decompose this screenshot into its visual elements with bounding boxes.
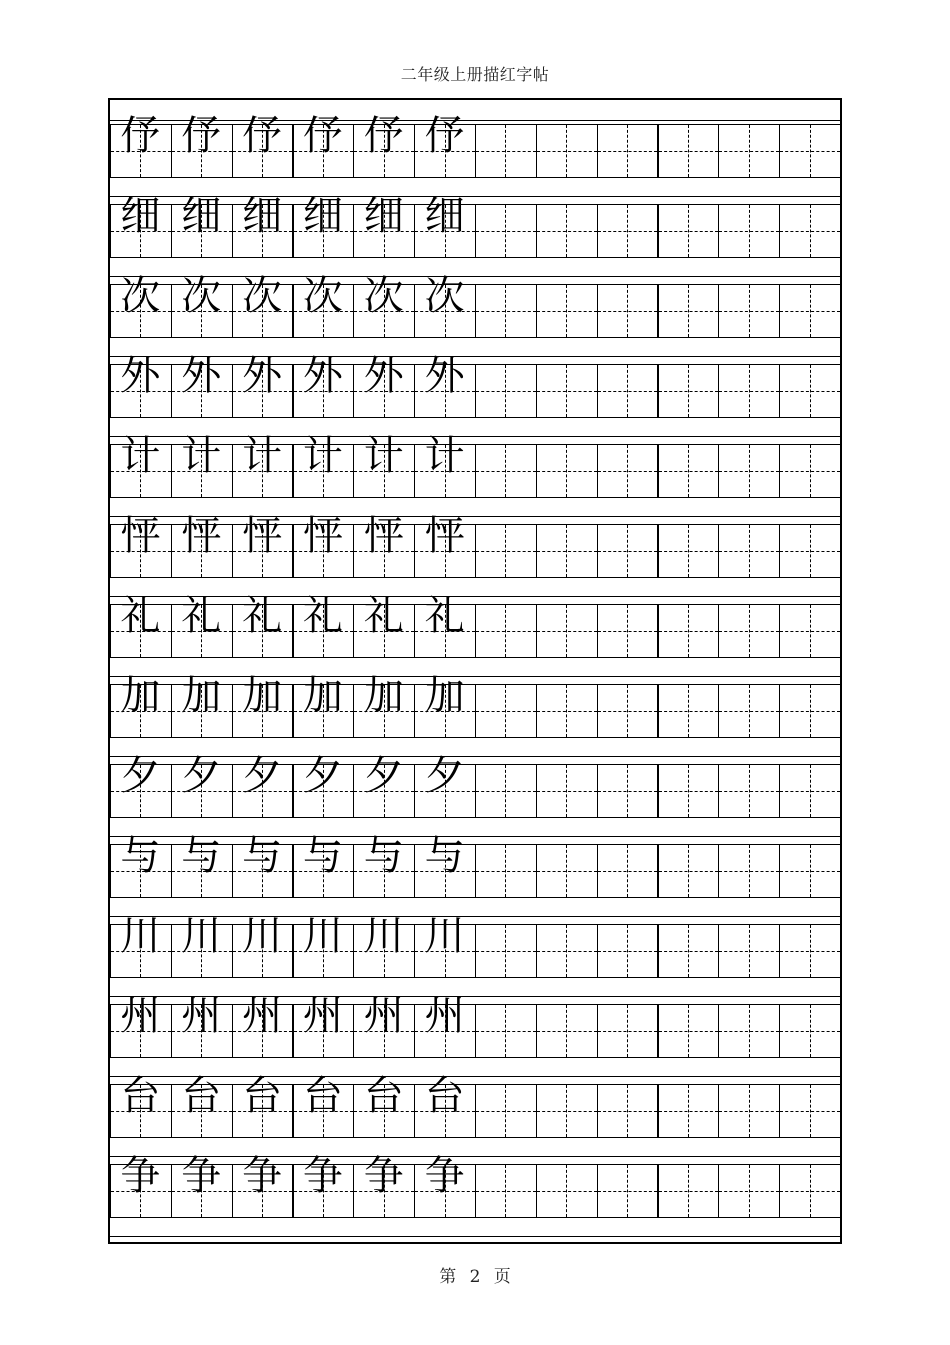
practice-character: 州	[181, 993, 222, 1039]
practice-character: 台	[424, 1073, 465, 1119]
practice-character: 争	[181, 1153, 222, 1199]
practice-cell	[658, 444, 720, 498]
practice-cell	[718, 124, 780, 178]
cell-guide-horizontal	[659, 1191, 719, 1192]
practice-cell	[475, 924, 537, 978]
cell-guide-horizontal	[659, 551, 719, 552]
practice-cell	[658, 844, 720, 898]
cell-guide-horizontal	[537, 1031, 597, 1032]
cell-guide-horizontal	[659, 231, 719, 232]
practice-character: 加	[302, 673, 343, 719]
practice-character: 细	[181, 193, 222, 239]
practice-character: 川	[242, 913, 283, 959]
practice-cell	[536, 204, 598, 258]
practice-character: 夕	[424, 753, 465, 799]
cell-guide-horizontal	[659, 711, 719, 712]
practice-cell	[658, 764, 720, 818]
practice-character: 怦	[424, 513, 465, 559]
practice-cell	[658, 604, 720, 658]
practice-character: 加	[181, 673, 222, 719]
cell-guide-horizontal	[598, 1111, 658, 1112]
cell-guide-horizontal	[537, 471, 597, 472]
cell-guide-horizontal	[598, 551, 658, 552]
practice-cell	[658, 1164, 720, 1218]
practice-character: 次	[363, 273, 404, 319]
practice-cell	[779, 364, 841, 418]
cell-guide-horizontal	[780, 551, 840, 552]
cell-guide-horizontal	[476, 951, 536, 952]
cell-guide-horizontal	[659, 631, 719, 632]
practice-cell	[658, 524, 720, 578]
cell-guide-horizontal	[659, 871, 719, 872]
cell-guide-horizontal	[537, 871, 597, 872]
cell-guide-horizontal	[780, 391, 840, 392]
practice-cell	[597, 284, 659, 338]
practice-character: 州	[242, 993, 283, 1039]
practice-character: 川	[181, 913, 222, 959]
practice-character: 与	[242, 833, 283, 879]
practice-character: 计	[242, 433, 283, 479]
cell-guide-horizontal	[659, 1031, 719, 1032]
practice-cell	[718, 604, 780, 658]
practice-character: 礼	[363, 593, 404, 639]
practice-cell	[718, 204, 780, 258]
practice-cell	[718, 284, 780, 338]
cell-guide-horizontal	[780, 1031, 840, 1032]
cell-guide-horizontal	[537, 951, 597, 952]
cell-guide-horizontal	[659, 791, 719, 792]
practice-cell	[779, 524, 841, 578]
practice-character: 外	[363, 353, 404, 399]
practice-character: 次	[120, 273, 161, 319]
practice-cell	[597, 444, 659, 498]
practice-cell	[718, 1164, 780, 1218]
cell-guide-horizontal	[719, 871, 779, 872]
practice-character: 加	[424, 673, 465, 719]
cell-guide-horizontal	[476, 1191, 536, 1192]
practice-character: 台	[181, 1073, 222, 1119]
practice-cell	[475, 524, 537, 578]
practice-character: 争	[363, 1153, 404, 1199]
practice-cell	[597, 124, 659, 178]
cell-guide-horizontal	[659, 311, 719, 312]
cell-guide-horizontal	[598, 951, 658, 952]
practice-cell	[475, 204, 537, 258]
practice-cell	[536, 924, 598, 978]
practice-character: 加	[242, 673, 283, 719]
cell-guide-horizontal	[476, 311, 536, 312]
practice-character: 细	[242, 193, 283, 239]
practice-character: 夕	[181, 753, 222, 799]
cell-guide-horizontal	[780, 311, 840, 312]
practice-character: 怦	[120, 513, 161, 559]
practice-character: 与	[120, 833, 161, 879]
practice-character: 台	[363, 1073, 404, 1119]
cell-guide-horizontal	[719, 311, 779, 312]
cell-guide-horizontal	[719, 1191, 779, 1192]
practice-cell	[779, 844, 841, 898]
practice-character: 礼	[120, 593, 161, 639]
practice-cell	[536, 604, 598, 658]
practice-cell	[475, 1004, 537, 1058]
cell-guide-horizontal	[719, 1031, 779, 1032]
practice-character: 怦	[363, 513, 404, 559]
cell-guide-horizontal	[537, 711, 597, 712]
practice-cell	[658, 1084, 720, 1138]
practice-cell	[718, 764, 780, 818]
cell-guide-horizontal	[598, 311, 658, 312]
practice-cell	[475, 364, 537, 418]
practice-character: 争	[302, 1153, 343, 1199]
practice-cell	[779, 924, 841, 978]
practice-cell	[779, 764, 841, 818]
practice-character: 川	[120, 913, 161, 959]
practice-character: 台	[120, 1073, 161, 1119]
cell-guide-horizontal	[719, 631, 779, 632]
cell-guide-horizontal	[537, 151, 597, 152]
practice-cell	[718, 1004, 780, 1058]
practice-sheet	[108, 98, 842, 1244]
page-number: 第 2 页	[439, 1267, 511, 1287]
cell-guide-horizontal	[719, 951, 779, 952]
practice-character: 外	[181, 353, 222, 399]
practice-cell	[779, 1164, 841, 1218]
practice-cell	[718, 844, 780, 898]
practice-cell	[718, 1084, 780, 1138]
practice-character: 礼	[302, 593, 343, 639]
practice-character: 州	[363, 993, 404, 1039]
practice-cell	[658, 204, 720, 258]
practice-character: 礼	[242, 593, 283, 639]
practice-character: 与	[424, 833, 465, 879]
practice-character: 计	[363, 433, 404, 479]
practice-character: 伃	[120, 113, 161, 159]
practice-character: 次	[424, 273, 465, 319]
practice-character: 与	[181, 833, 222, 879]
cell-guide-horizontal	[537, 311, 597, 312]
cell-guide-horizontal	[598, 791, 658, 792]
cell-guide-horizontal	[476, 1031, 536, 1032]
practice-cell	[597, 764, 659, 818]
practice-cell	[536, 364, 598, 418]
practice-character: 细	[363, 193, 404, 239]
practice-character: 次	[302, 273, 343, 319]
practice-character: 与	[302, 833, 343, 879]
practice-character: 夕	[242, 753, 283, 799]
practice-cell	[779, 1084, 841, 1138]
practice-character: 计	[302, 433, 343, 479]
practice-cell	[475, 444, 537, 498]
practice-cell	[536, 124, 598, 178]
practice-character: 外	[120, 353, 161, 399]
practice-cell	[658, 1004, 720, 1058]
practice-cell	[475, 684, 537, 738]
practice-cell	[658, 924, 720, 978]
practice-character: 计	[424, 433, 465, 479]
practice-cell	[475, 284, 537, 338]
practice-cell	[475, 1084, 537, 1138]
practice-cell	[536, 684, 598, 738]
practice-character: 州	[302, 993, 343, 1039]
cell-guide-horizontal	[537, 631, 597, 632]
practice-cell	[779, 284, 841, 338]
practice-cell	[475, 124, 537, 178]
cell-guide-horizontal	[598, 871, 658, 872]
practice-cell	[779, 1004, 841, 1058]
practice-character: 外	[242, 353, 283, 399]
practice-character: 川	[302, 913, 343, 959]
cell-guide-horizontal	[780, 951, 840, 952]
practice-character: 怦	[181, 513, 222, 559]
cell-guide-horizontal	[476, 711, 536, 712]
practice-character: 礼	[181, 593, 222, 639]
cell-guide-horizontal	[476, 551, 536, 552]
practice-character: 夕	[363, 753, 404, 799]
practice-character: 与	[363, 833, 404, 879]
practice-cell	[779, 204, 841, 258]
practice-character: 川	[363, 913, 404, 959]
practice-cell	[658, 364, 720, 418]
cell-guide-horizontal	[659, 951, 719, 952]
practice-character: 伃	[181, 113, 222, 159]
practice-cell	[597, 684, 659, 738]
practice-cell	[718, 924, 780, 978]
practice-cell	[536, 444, 598, 498]
cell-guide-horizontal	[537, 1111, 597, 1112]
practice-cell	[475, 764, 537, 818]
practice-cell	[597, 844, 659, 898]
cell-guide-horizontal	[598, 711, 658, 712]
practice-character: 争	[120, 1153, 161, 1199]
practice-character: 礼	[424, 593, 465, 639]
cell-guide-horizontal	[476, 471, 536, 472]
practice-character: 计	[120, 433, 161, 479]
cell-guide-horizontal	[780, 471, 840, 472]
practice-character: 细	[424, 193, 465, 239]
row-separator	[110, 1236, 840, 1237]
practice-cell	[536, 1084, 598, 1138]
cell-guide-horizontal	[780, 791, 840, 792]
practice-cell	[536, 284, 598, 338]
practice-character: 次	[181, 273, 222, 319]
practice-cell	[779, 444, 841, 498]
practice-character: 伃	[363, 113, 404, 159]
practice-character: 计	[181, 433, 222, 479]
cell-guide-horizontal	[598, 391, 658, 392]
cell-guide-horizontal	[598, 631, 658, 632]
practice-cell	[718, 524, 780, 578]
practice-cell	[597, 1004, 659, 1058]
practice-cell	[597, 204, 659, 258]
practice-character: 次	[242, 273, 283, 319]
practice-character: 细	[120, 193, 161, 239]
practice-cell	[536, 844, 598, 898]
practice-cell	[597, 364, 659, 418]
practice-cell	[597, 1164, 659, 1218]
practice-cell	[597, 1084, 659, 1138]
cell-guide-horizontal	[719, 391, 779, 392]
cell-guide-horizontal	[537, 391, 597, 392]
cell-guide-horizontal	[780, 631, 840, 632]
practice-cell	[475, 604, 537, 658]
practice-character: 争	[242, 1153, 283, 1199]
practice-character: 州	[424, 993, 465, 1039]
practice-cell	[597, 604, 659, 658]
practice-character: 州	[120, 993, 161, 1039]
cell-guide-horizontal	[476, 391, 536, 392]
practice-cell	[536, 1004, 598, 1058]
practice-character: 台	[302, 1073, 343, 1119]
page-header: 二年级上册描红字帖	[400, 65, 550, 84]
practice-character: 怦	[302, 513, 343, 559]
cell-guide-horizontal	[780, 1191, 840, 1192]
cell-guide-horizontal	[659, 471, 719, 472]
practice-cell	[597, 924, 659, 978]
practice-cell	[536, 524, 598, 578]
cell-guide-horizontal	[659, 151, 719, 152]
practice-cell	[779, 684, 841, 738]
cell-guide-horizontal	[476, 631, 536, 632]
cell-guide-horizontal	[476, 1111, 536, 1112]
cell-guide-horizontal	[476, 151, 536, 152]
practice-character: 怦	[242, 513, 283, 559]
practice-cell	[779, 124, 841, 178]
practice-cell	[658, 124, 720, 178]
cell-guide-horizontal	[537, 551, 597, 552]
cell-guide-horizontal	[537, 791, 597, 792]
practice-character: 细	[302, 193, 343, 239]
practice-character: 伃	[424, 113, 465, 159]
practice-character: 夕	[302, 753, 343, 799]
practice-cell	[718, 364, 780, 418]
practice-character: 川	[424, 913, 465, 959]
cell-guide-horizontal	[780, 871, 840, 872]
practice-cell	[475, 1164, 537, 1218]
practice-character: 夕	[120, 753, 161, 799]
cell-guide-horizontal	[598, 231, 658, 232]
practice-cell	[658, 684, 720, 738]
cell-guide-horizontal	[598, 471, 658, 472]
cell-guide-horizontal	[780, 711, 840, 712]
practice-cell	[718, 684, 780, 738]
practice-cell	[779, 604, 841, 658]
practice-character: 台	[242, 1073, 283, 1119]
cell-guide-horizontal	[780, 1111, 840, 1112]
cell-guide-horizontal	[719, 1111, 779, 1112]
cell-guide-horizontal	[476, 231, 536, 232]
practice-cell	[597, 524, 659, 578]
practice-cell	[718, 444, 780, 498]
cell-guide-horizontal	[719, 231, 779, 232]
cell-guide-horizontal	[719, 791, 779, 792]
practice-character: 伃	[242, 113, 283, 159]
practice-cell	[658, 284, 720, 338]
cell-guide-horizontal	[659, 391, 719, 392]
practice-character: 伃	[302, 113, 343, 159]
practice-character: 加	[120, 673, 161, 719]
practice-character: 外	[302, 353, 343, 399]
cell-guide-horizontal	[780, 151, 840, 152]
practice-cell	[536, 764, 598, 818]
cell-guide-horizontal	[719, 711, 779, 712]
cell-guide-horizontal	[598, 1191, 658, 1192]
practice-cell	[475, 844, 537, 898]
practice-character: 外	[424, 353, 465, 399]
cell-guide-horizontal	[719, 551, 779, 552]
cell-guide-horizontal	[659, 1111, 719, 1112]
cell-guide-horizontal	[537, 1191, 597, 1192]
cell-guide-horizontal	[780, 231, 840, 232]
cell-guide-horizontal	[537, 231, 597, 232]
cell-guide-horizontal	[719, 471, 779, 472]
cell-guide-horizontal	[598, 151, 658, 152]
cell-guide-horizontal	[598, 1031, 658, 1032]
cell-guide-horizontal	[476, 871, 536, 872]
cell-guide-horizontal	[476, 791, 536, 792]
practice-cell	[536, 1164, 598, 1218]
cell-guide-horizontal	[719, 151, 779, 152]
practice-character: 争	[424, 1153, 465, 1199]
practice-character: 加	[363, 673, 404, 719]
